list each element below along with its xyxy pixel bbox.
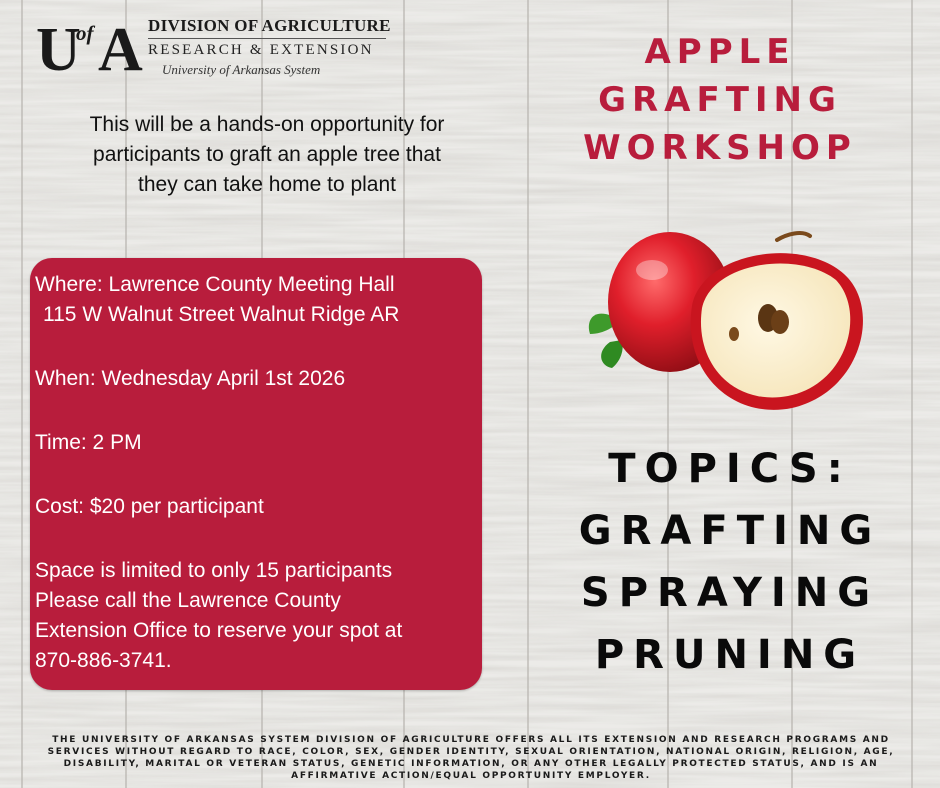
- uofa-logo: [36, 16, 148, 78]
- office-line: Extension Office to reserve your spot at: [35, 619, 403, 642]
- title-line: APPLE: [644, 32, 796, 72]
- org-system: University of Arkansas System: [162, 62, 321, 77]
- intro-text: [32, 110, 502, 200]
- org-division: DIVISION OF AGRICULTURE: [148, 16, 391, 35]
- logo-wordmark: [148, 16, 398, 78]
- cost-line: Cost: $20 per participant: [35, 495, 264, 518]
- logo-rule: [148, 38, 386, 39]
- equal-opportunity-statement: [26, 734, 916, 782]
- address-line: 115 W Walnut Street Walnut Ridge AR: [43, 303, 400, 326]
- title-line: WORKSHOP: [583, 128, 857, 168]
- svg-text:U: U: [36, 16, 81, 78]
- topic-item: PRUNING: [594, 632, 866, 678]
- workshop-title: [540, 28, 900, 172]
- call-line: Please call the Lawrence County: [35, 589, 341, 612]
- apple-image: [582, 222, 882, 418]
- topic-item: SPRAYING: [580, 570, 880, 616]
- info-text: [35, 270, 485, 676]
- space-line: Space is limited to only 15 participants: [35, 559, 393, 582]
- title-line: GRAFTING: [598, 80, 842, 120]
- time-line: Time: 2 PM: [35, 431, 142, 454]
- topic-item: GRAFTING: [578, 508, 882, 554]
- footer-line: THE UNIVERSITY OF ARKANSAS SYSTEM DIVISION OF AGRICULTURE OFFERS ALL ITS EXTENSION AND RESEARCH PROGRAMS AND: [52, 735, 890, 745]
- org-research: RESEARCH & EXTENSION: [148, 42, 374, 58]
- svg-text:A: A: [98, 16, 143, 78]
- intro-line: This will be a hands-on opportunity for: [89, 113, 445, 136]
- phone-line: 870-886-3741.: [35, 649, 172, 672]
- intro-line: participants to graft an apple tree that: [93, 143, 441, 166]
- footer-line: AFFIRMATIVE ACTION/EQUAL OPPORTUNITY EMPLOYER.: [291, 771, 651, 781]
- svg-text:of: of: [76, 21, 94, 45]
- when-line: When: Wednesday April 1st 2026: [35, 367, 346, 390]
- footer-line: DISABILITY, MARITAL OR VETERAN STATUS, GENETIC INFORMATION, OR ANY OTHER LEGALLY PROTECTED STATUS, AND IS AN: [63, 759, 879, 769]
- footer-line: SERVICES WITHOUT REGARD TO RACE, COLOR, SEX, GENDER IDENTITY, SEXUAL ORIENTATION, NATIONAL ORIGIN, RELIGION, AGE,: [47, 747, 895, 757]
- where-line: Where: Lawrence County Meeting Hall: [35, 273, 395, 296]
- intro-line: they can take home to plant: [138, 173, 396, 196]
- topics-heading: TOPICS:: [608, 446, 852, 492]
- topics-block: [530, 438, 930, 686]
